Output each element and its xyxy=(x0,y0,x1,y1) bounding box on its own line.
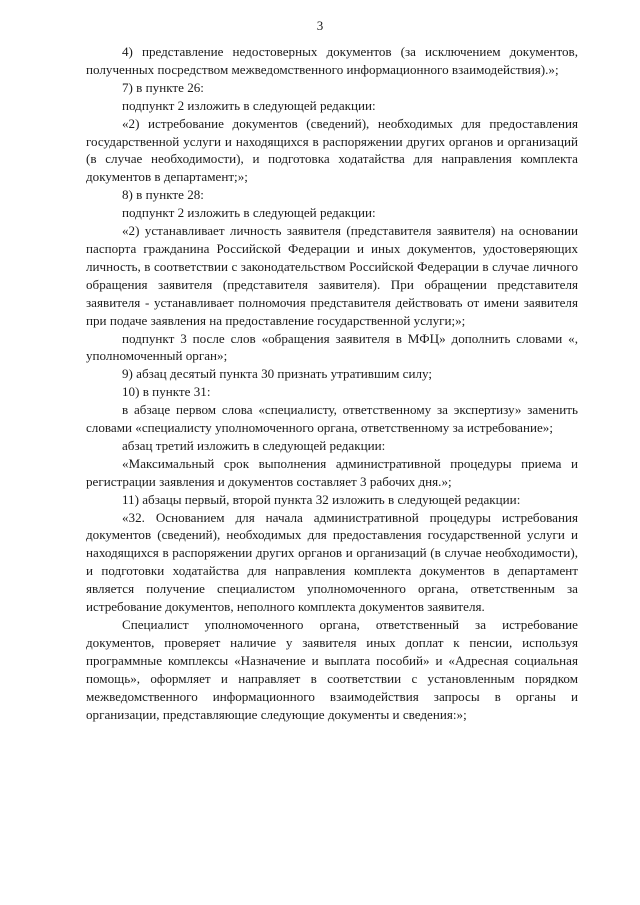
paragraph: подпункт 3 после слов «обращения заявителя в МФЦ» дополнить словами «, уполномоченный орган»; xyxy=(86,330,578,364)
paragraph: 8) в пункте 28: xyxy=(122,187,204,203)
paragraph: 10) в пункте 31: xyxy=(122,384,211,400)
paragraph: 11) абзацы первый, второй пункта 32 изложить в следующей редакции: xyxy=(122,491,521,507)
paragraph: абзац третий изложить в следующей редакции: xyxy=(122,437,386,453)
paragraph: 9) абзац десятый пункта 30 признать утратившим силу; xyxy=(122,366,432,382)
page-number: 3 xyxy=(316,18,324,33)
paragraph: подпункт 2 изложить в следующей редакции: xyxy=(122,205,376,221)
paragraph: 7) в пункте 26: xyxy=(122,79,204,95)
paragraph: «2) устанавливает личность заявителя (представителя заявителя) на основании паспорта гражданина Российской Федерации и иных документов, удостоверяющих личность, в соответствии с законодательством Российской Федерации в случае личного обращения заявителя (представителя заявителя). При обращении представителя заявителя - устанавливает полномочия представителя действовать от имени заявителя при подаче заявления на предоставление государственной услуги;»; xyxy=(86,223,578,328)
paragraph: подпункт 2 изложить в следующей редакции: xyxy=(122,97,376,113)
paragraph: «32. Основанием для начала административной процедуры истребования документов (сведений), необходимых для предоставления государственной услуги и находящихся в распоряжении других органов и организаций (в случае необходимости), и подготовки ходатайства для направления комплекта документов в департамент является получение специалистом уполномоченного органа, ответственным за истребование документов, неполного комплекта документов заявителя. xyxy=(86,509,578,615)
paragraph: «2) истребование документов (сведений), необходимых для предоставления государственной услуги и находящихся в распоряжении других органов и организаций (в случае необходимости), и подготовка ходатайства для направления комплекта документов в департамент;»; xyxy=(86,115,578,185)
paragraph: Специалист уполномоченного органа, ответственный за истребование документов, проверяет наличие у заявителя иных доплат к пенсии, используя программные комплексы «Назначение и выплата пособий» и «Адресная социальная помощь», оформляет и направляет в соответствии с установленным порядком межведомственного информационного взаимодействия запросы в органы и организации, представляющие следующие документы и сведения:»; xyxy=(86,617,578,722)
document-body xyxy=(86,43,578,723)
paragraph: «Максимальный срок выполнения административной процедуры приема и регистрации заявления и документов составляет 3 рабочих дня.»; xyxy=(86,455,578,489)
paragraph: 4) представление недостоверных документов (за исключением документов, полученных посредством межведомственного информационного взаимодействия).»; xyxy=(86,44,578,77)
paragraph: в абзаце первом слова «специалисту, ответственному за экспертизу» заменить словами «специалисту уполномоченного органа, ответственному за истребование»; xyxy=(86,402,578,436)
